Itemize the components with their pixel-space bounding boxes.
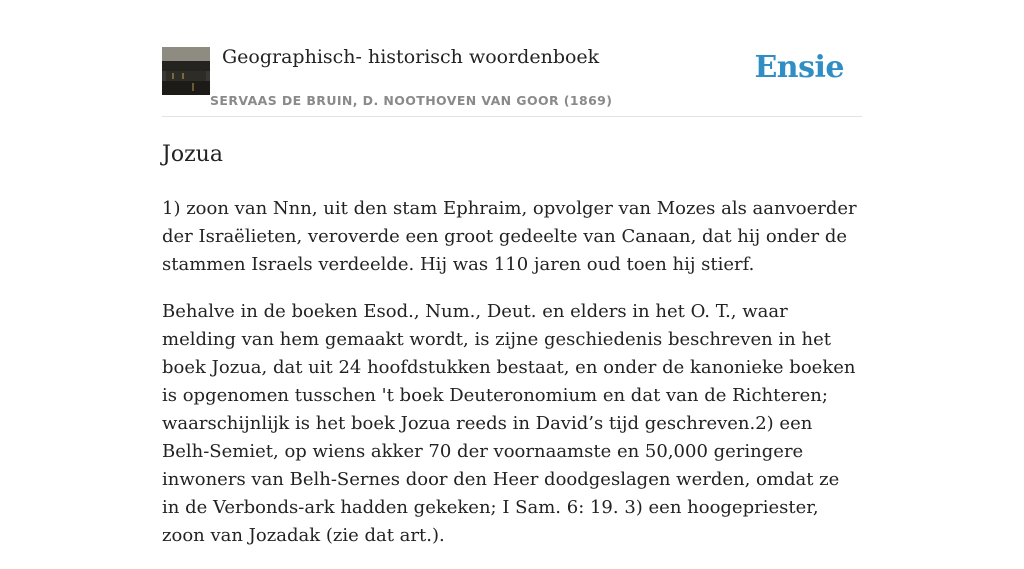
book-cover-image: [162, 47, 210, 95]
entry-content: [162, 139, 862, 569]
entry-title: Jozua: [162, 142, 223, 167]
entry-paragraph-2: Behalve in de boeken Esod., Num., Deut. en elders in het O. T., waar melding van hem gemaakt wordt, is zijne geschiedenis beschreven in het boek Jozua, dat uit 24 hoofdstukken bestaat, en onder de kanonieke boeken is opgenomen tusschen 't boek Deuteronomium en dat van de Richteren; waarschijnlijk is het boek Jozua reeds in David’s tijd geschreven.2) een Belh-Semiet, op wiens akker 70 der voornaamste en 50,000 geringere inwoners van Belh-Sernes door den Heer doodgeslagen werden, omdat ze in de Verbonds-ark hadden gekeken; I Sam. 6: 19. 3) een hoogepriester, zoon van Jozadak (zie dat art.).: [162, 301, 856, 546]
ensie-logo[interactable]: Ensie: [754, 50, 844, 85]
book-title[interactable]: Geographisch- historisch woordenboek: [222, 46, 600, 68]
book-cover-avatar[interactable]: [162, 47, 210, 95]
book-header: [162, 46, 862, 117]
book-author: SERVAAS DE BRUIN, D. NOOTHOVEN VAN GOOR (1869): [210, 93, 613, 108]
entry-paragraph-1: 1) zoon van Nnn, uit den stam Ephraim, opvolger van Mozes als aanvoerder der Israëlieten, veroverde een groot gedeelte van Canaan, dat hij onder de stammen Israels verdeelde. Hij was 110 jaren oud toen hij stierf.: [162, 198, 857, 275]
